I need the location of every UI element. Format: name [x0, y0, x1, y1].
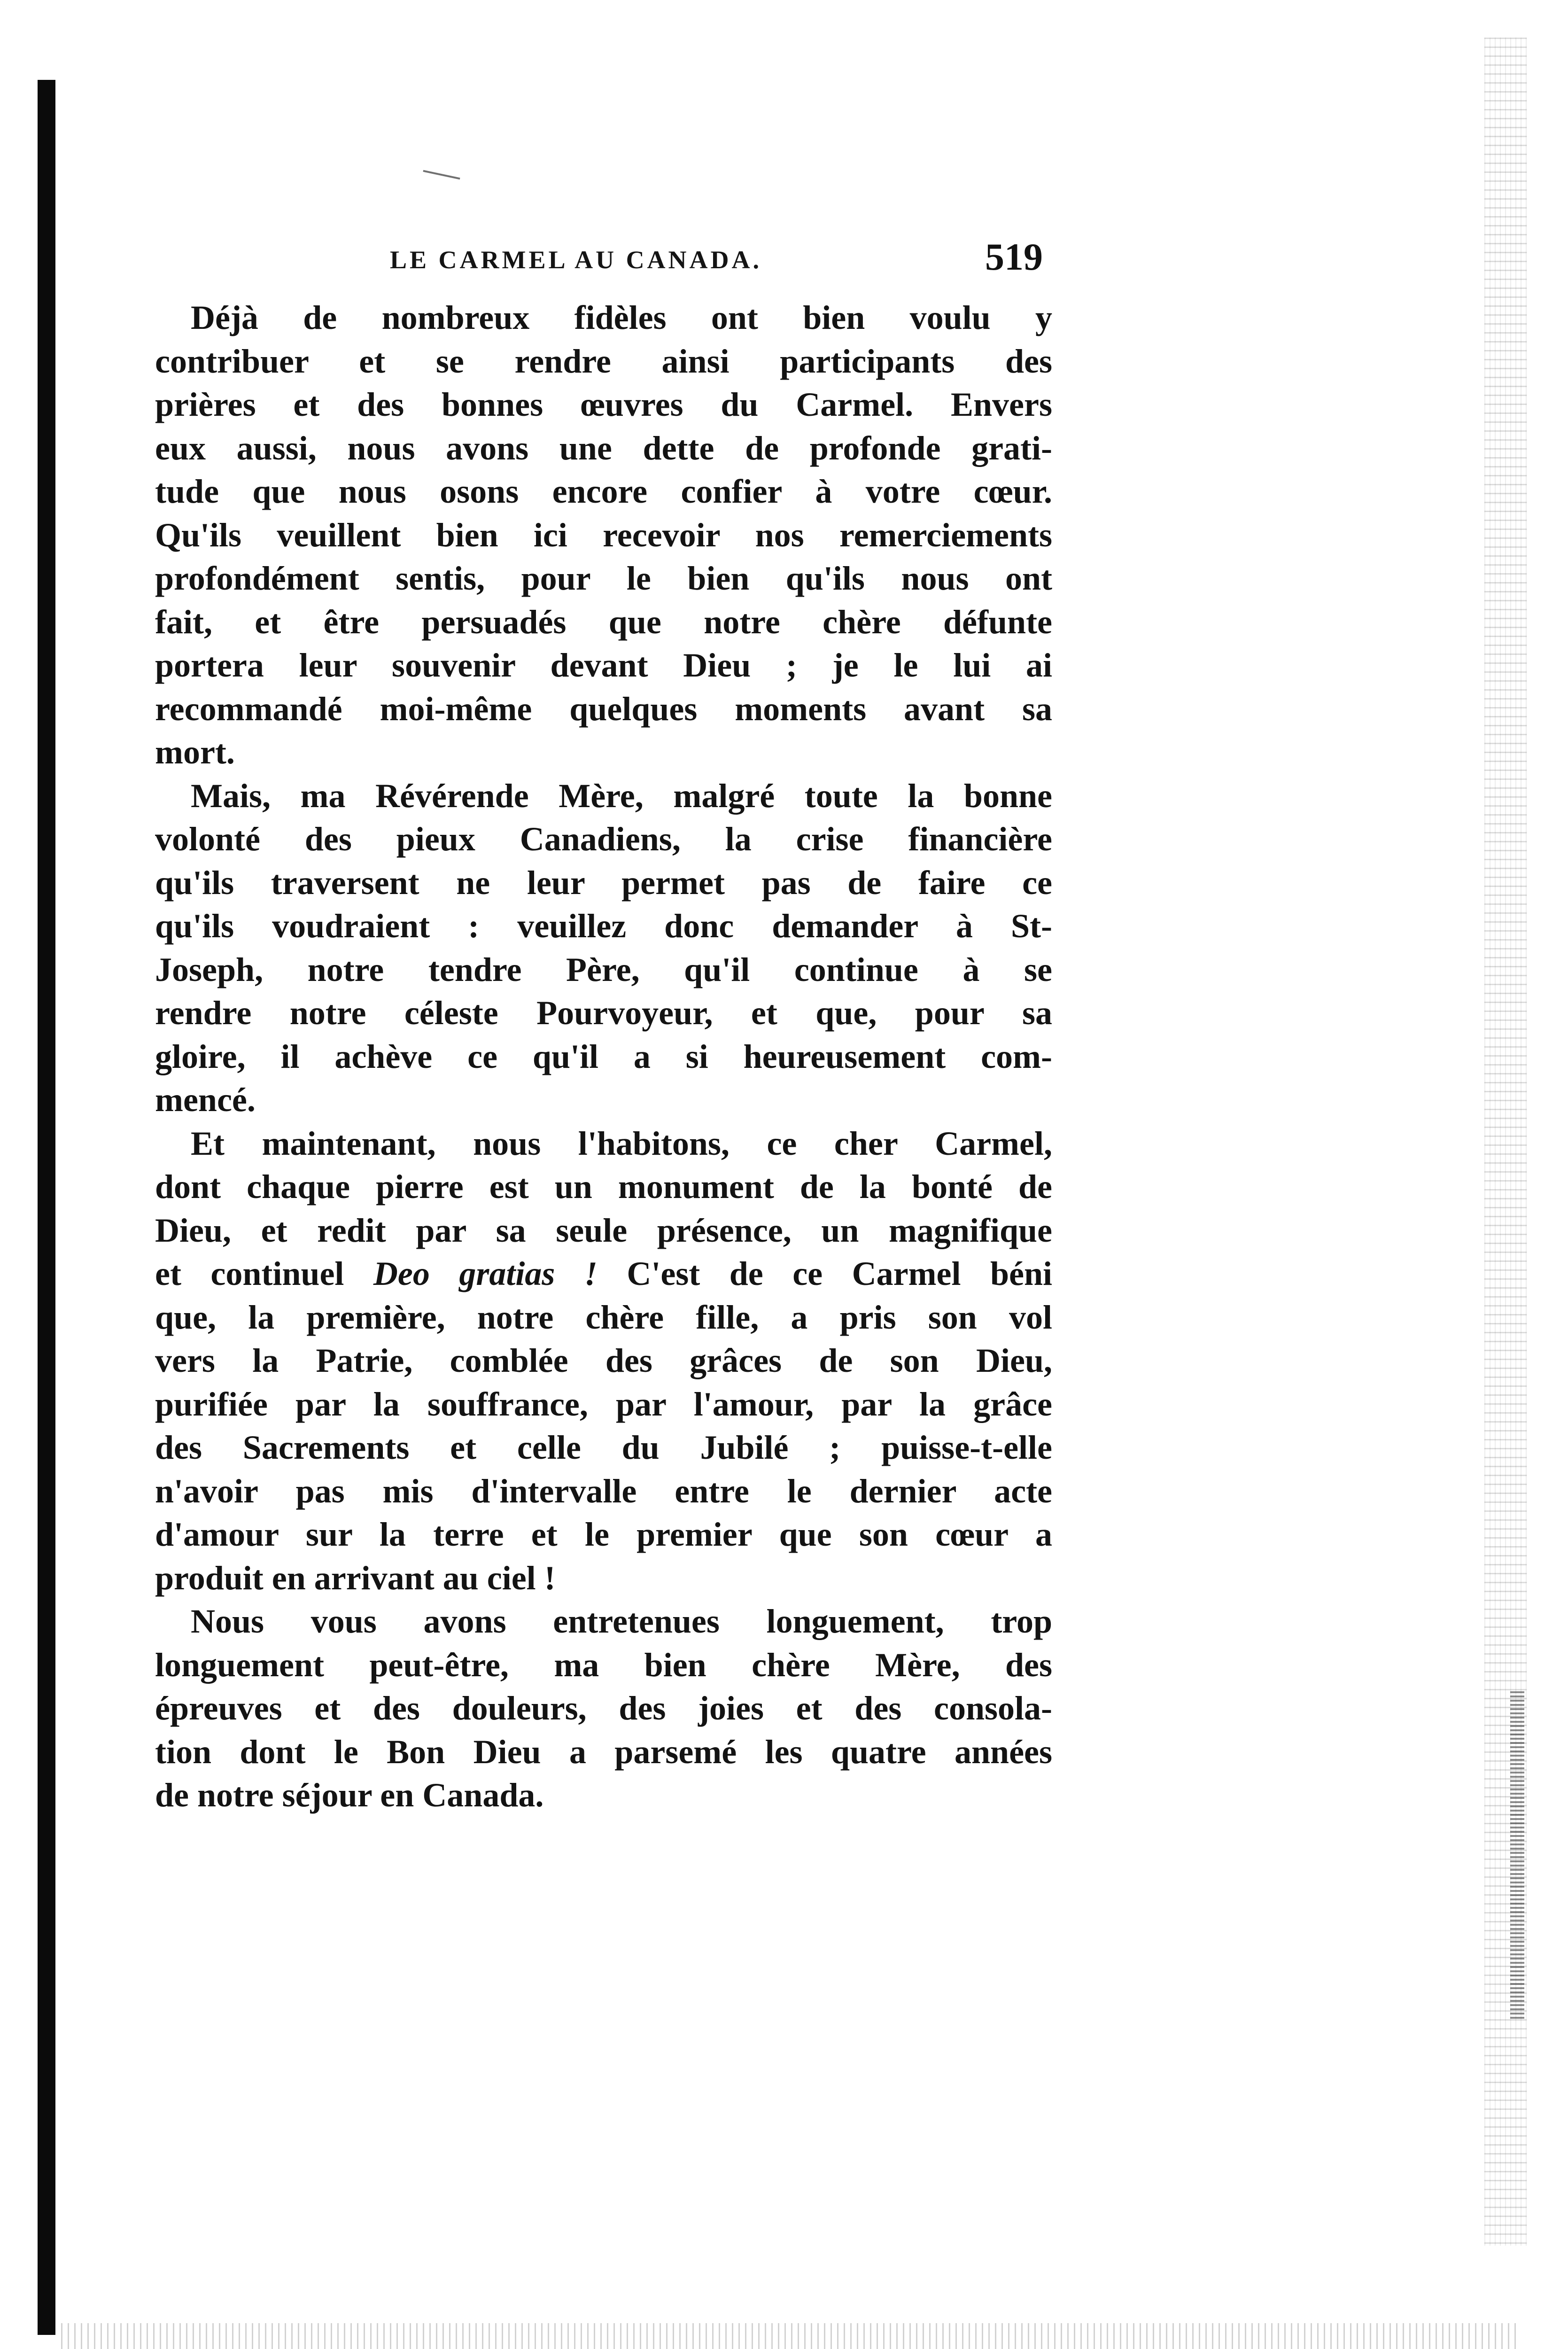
text-line: recommandé moi-même quelques moments avant sa	[155, 690, 1052, 728]
text-line: épreuves et des douleurs, des joies et des consola-	[155, 1689, 1052, 1727]
text-line: tude que nous osons encore confier à votre cœur.	[155, 473, 1052, 510]
text-line: Dieu, et redit par sa seule présence, un magnifique	[155, 1211, 1052, 1249]
text-line: vers la Patrie, comblée des grâces de son Dieu,	[155, 1342, 1052, 1379]
text-segment: et continuel	[155, 1255, 373, 1292]
text-line: purifiée par la souffrance, par l'amour, par la grâce	[155, 1385, 1052, 1423]
text-line: Et maintenant, nous l'habitons, ce cher Carmel,	[191, 1124, 1052, 1162]
text-line: volonté des pieux Canadiens, la crise financière	[155, 820, 1052, 858]
text-line: portera leur souvenir devant Dieu ; je le lui ai	[155, 646, 1052, 684]
text-line: d'amour sur la terre et le premier que son cœur a	[155, 1516, 1052, 1553]
text-line: des Sacrements et celle du Jubilé ; puisse-t-elle	[155, 1429, 1052, 1466]
text-line: eux aussi, nous avons une dette de profonde grati-	[155, 429, 1052, 467]
text-line: longuement peut-être, ma bien chère Mère, des	[155, 1646, 1052, 1684]
text-line: fait, et être persuadés que notre chère défunte	[155, 603, 1052, 641]
text-line: Mais, ma Révérende Mère, malgré toute la bonne	[191, 777, 1052, 815]
text-line: Joseph, notre tendre Père, qu'il continue à se	[155, 950, 1052, 988]
page-edge-dark-band	[1510, 1691, 1524, 2020]
text-line: Qu'ils veuillent bien ici recevoir nos remerciements	[155, 516, 1052, 554]
text-line: Nous vous avons entretenues longuement, trop	[191, 1602, 1052, 1640]
text-line: profondément sentis, pour le bien qu'ils nous ont	[155, 560, 1052, 597]
text-line: qu'ils traversent ne leur permet pas de faire ce	[155, 863, 1052, 902]
paragraph-2	[155, 774, 1052, 1122]
text-line: de notre séjour en Canada.	[155, 1776, 544, 1814]
text-line: dont chaque pierre est un monument de la bonté de	[155, 1168, 1052, 1206]
text-line: mort.	[155, 733, 235, 771]
scan-mark	[423, 170, 460, 180]
text-line: qu'ils voudraient : veuillez donc demander à St-	[155, 907, 1052, 945]
text-line-with-italic	[155, 1252, 1052, 1296]
text-line: Déjà de nombreux fidèles ont bien voulu y	[191, 299, 1052, 336]
text-line: gloire, il achève ce qu'il a si heureusement com-	[155, 1037, 1052, 1075]
text-line: contribuer et se rendre ainsi participants des	[155, 342, 1052, 380]
text-line: n'avoir pas mis d'intervalle entre le dernier acte	[155, 1472, 1052, 1510]
italic-phrase: Deo gratias !	[373, 1255, 598, 1292]
bottom-edge-speckle	[61, 2323, 1517, 2349]
text-segment: C'est de ce Carmel béni	[597, 1255, 1052, 1292]
binding-shadow	[38, 80, 55, 2335]
running-title: LE CARMEL AU CANADA.	[390, 246, 762, 274]
text-line: tion dont le Bon Dieu a parsemé les quatre années	[155, 1733, 1052, 1771]
body-text	[155, 296, 1052, 1817]
text-line: produit en arrivant au ciel !	[155, 1559, 556, 1597]
running-head	[155, 235, 1048, 287]
text-line: mencé.	[155, 1081, 256, 1119]
paragraph-3	[155, 1122, 1052, 1600]
page-number: 519	[985, 235, 1043, 278]
text-line: rendre notre céleste Pourvoyeur, et que, pour sa	[155, 994, 1052, 1032]
text-line: que, la première, notre chère fille, a pris son vol	[155, 1298, 1052, 1336]
paragraph-1	[155, 296, 1052, 774]
paragraph-4	[155, 1600, 1052, 1817]
text-line: prières et des bonnes œuvres du Carmel. Envers	[155, 386, 1052, 423]
